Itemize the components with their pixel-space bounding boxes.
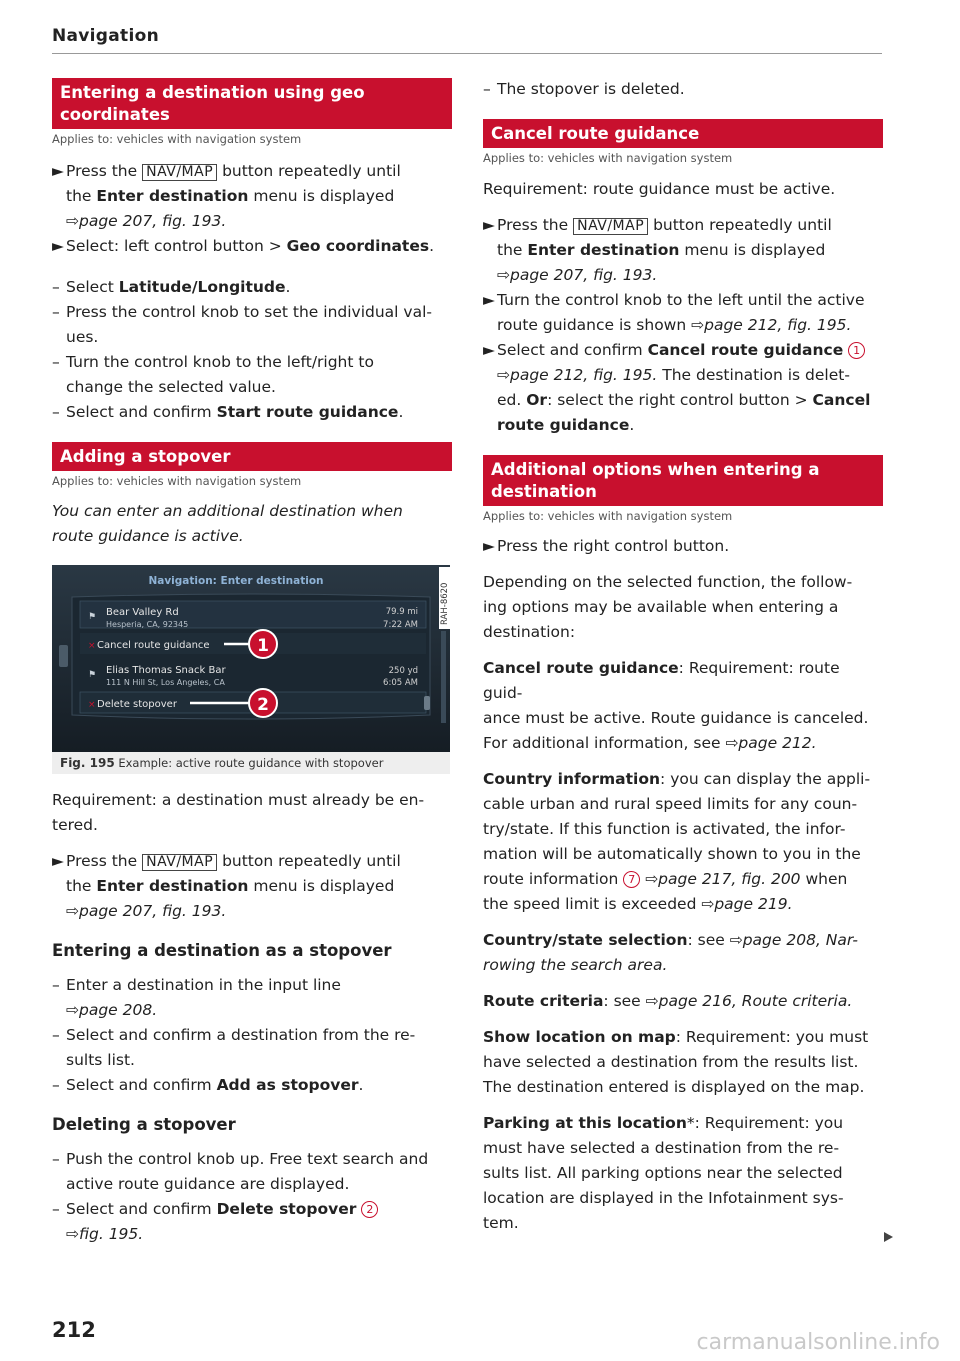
dash-item: – Turn the control knob to the left/right to [52, 353, 374, 371]
dash-item: – The stopover is deleted. [483, 80, 685, 98]
flag-icon: ⚑ [88, 670, 97, 680]
callout-1: 1 [257, 636, 269, 656]
step-item: ► Press the NAV/MAP button repeatedly until [52, 852, 401, 870]
page-reference: ⇨page 207, fig. 193. [66, 902, 227, 920]
body-text: ance must be active. Route guidance is canceled. [483, 709, 869, 727]
step-item-cont: route guidance is shown ⇨page 212, fig. 195. [497, 316, 852, 334]
dash-item: – Select and confirm Delete stopover 2 [52, 1197, 452, 1222]
cancel-x-icon: × [88, 641, 96, 651]
option-route-criteria: Route criteria: see ⇨page 216, Route criteria. [483, 992, 853, 1010]
infotainment-screen-illustration [52, 565, 450, 752]
section-heading-adding-stopover: Adding a stopover [52, 442, 452, 471]
applies-to-note: Applies to: vehicles with navigation system [483, 151, 733, 165]
page-reference: ⇨page 207, fig. 193. [497, 266, 658, 284]
body-text: tem. [483, 1214, 519, 1232]
body-text: cable urban and rural speed limits for any coun- [483, 795, 858, 813]
body-text: Depending on the selected function, the follow- [483, 573, 853, 591]
row3-name: Elias Thomas Snack Bar [106, 665, 226, 676]
step-item-cont: ed. Or: select the right control button > Cancel [497, 391, 871, 409]
body-text: must have selected a destination from the re- [483, 1139, 840, 1157]
body-text: For additional information, see ⇨page 212. [483, 734, 817, 752]
dash-item-cont: ues. [66, 328, 99, 346]
nav-map-key: NAV/MAP [142, 164, 217, 181]
delete-x-icon: × [88, 700, 96, 710]
nav-map-key: NAV/MAP [573, 218, 648, 235]
page-reference: rowing the search area. [483, 956, 668, 974]
row3-address: 111 N Hill St, Los Angeles, CA [106, 678, 225, 687]
option-parking: Parking at this location*: Requirement: you [483, 1114, 844, 1132]
section-heading-additional-options: Additional options when entering a destination [483, 455, 883, 506]
dash-item: – Enter a destination in the input line [52, 976, 341, 994]
requirement-text: Requirement: a destination must already be en- [52, 791, 425, 809]
figure-code: RAH-8620 [440, 582, 450, 625]
intro-text: route guidance is active. [52, 527, 244, 545]
body-text: try/state. If this function is activated, the infor- [483, 820, 846, 838]
step-item: ► Select: left control button > Geo coordinates. [52, 237, 435, 255]
row3-time: 6:05 AM [383, 678, 418, 688]
dash-item-cont: change the selected value. [66, 378, 276, 396]
page-reference: ⇨page 207, fig. 193. [66, 212, 227, 230]
body-text: destination: [483, 623, 576, 641]
requirement-text: Requirement: route guidance must be active. [483, 180, 836, 198]
step-item-cont: the Enter destination menu is displayed [497, 241, 826, 259]
row2-cancel-route: Cancel route guidance [97, 640, 210, 651]
step-item-cont: the Enter destination menu is displayed [66, 877, 395, 895]
option-cancel-route: Cancel route guidance: Requirement: route guid- [483, 659, 840, 702]
subheading-stopover-entry: Entering a destination as a stopover [52, 941, 392, 960]
callout-ref-7: 7 [623, 871, 640, 888]
row3-distance: 250 yd [388, 666, 418, 676]
continue-arrow-icon [884, 1232, 893, 1242]
subheading-deleting-stopover: Deleting a stopover [52, 1115, 236, 1134]
dash-item: – Select and confirm Start route guidance. [52, 403, 404, 421]
body-text: The destination entered is displayed on the map. [483, 1078, 865, 1096]
dash-item-cont: sults list. [66, 1051, 135, 1069]
right-column [483, 0, 883, 1236]
step-item-cont: the Enter destination menu is displayed [66, 187, 395, 205]
step-item: ► Select and confirm Cancel route guidance 1 [483, 338, 883, 363]
step-item-cont: ⇨page 212, fig. 195. The destination is delet- [497, 366, 850, 384]
body-text: the speed limit is exceeded ⇨page 219. [483, 895, 793, 913]
applies-to-note: Applies to: vehicles with navigation system [52, 474, 302, 488]
step-item: ► Press the right control button. [483, 537, 730, 555]
body-text: ing options may be available when entering a [483, 598, 839, 616]
dash-item: – Press the control knob to set the individual val- [52, 303, 432, 321]
row1-name: Bear Valley Rd [106, 607, 179, 618]
dash-item: – Select and confirm a destination from the re- [52, 1026, 416, 1044]
page-reference: ⇨page 208. [66, 1001, 158, 1019]
step-item: ► Turn the control knob to the left until the active [483, 291, 865, 309]
row1-distance: 79.9 mi [385, 607, 418, 617]
dash-item: – Select and confirm Add as stopover. [52, 1076, 364, 1094]
dash-item: – Push the control knob up. Free text search and [52, 1150, 429, 1168]
figure-reference: ⇨fig. 195. [66, 1225, 144, 1243]
dash-item: – Select Latitude/Longitude. [52, 278, 291, 296]
nav-map-key: NAV/MAP [142, 854, 217, 871]
option-country-state: Country/state selection: see ⇨page 208, Nar- [483, 931, 858, 949]
step-item: ► Press the NAV/MAP button repeatedly until [52, 162, 401, 180]
callout-2: 2 [257, 695, 269, 715]
step-item-cont: route guidance. [497, 416, 635, 434]
row1-address: Hesperia, CA, 92345 [106, 620, 189, 629]
option-country-info: Country information: you can display the appli- [483, 770, 871, 788]
body-text: route information 7 ⇨page 217, fig. 200 when [483, 870, 848, 888]
page-number: 212 [52, 1318, 96, 1342]
callout-ref-1: 1 [848, 342, 865, 359]
applies-to-note: Applies to: vehicles with navigation system [52, 132, 302, 146]
screen-title: Navigation: Enter destination [148, 575, 324, 587]
option-show-location: Show location on map: Requirement: you must [483, 1028, 869, 1046]
row4-delete-stopover: Delete stopover [97, 699, 177, 710]
section-heading-geo-coordinates: Entering a destination using geo coordinates [52, 78, 452, 129]
figure-caption: Fig. 195 Example: active route guidance with stopover [52, 752, 450, 774]
body-text: have selected a destination from the results list. [483, 1053, 859, 1071]
dash-item-cont: active route guidance are displayed. [66, 1175, 350, 1193]
intro-text: You can enter an additional destination when [52, 502, 403, 520]
watermark: carmanualsonline.info [696, 1330, 940, 1355]
step-item: ► Press the NAV/MAP button repeatedly until [483, 216, 832, 234]
callout-ref-2: 2 [361, 1201, 378, 1218]
left-column [52, 0, 452, 1247]
figure-screen [52, 565, 450, 752]
body-text: sults list. All parking options near the selected [483, 1164, 843, 1182]
requirement-text: tered. [52, 816, 98, 834]
section-heading-cancel-route: Cancel route guidance [483, 119, 883, 148]
body-text: location are displayed in the Infotainment sys- [483, 1189, 844, 1207]
flag-icon: ⚑ [88, 612, 97, 622]
applies-to-note: Applies to: vehicles with navigation system [483, 509, 733, 523]
running-header: Navigation [52, 26, 159, 46]
body-text: mation will be automatically shown to you in the [483, 845, 861, 863]
row1-time: 7:22 AM [383, 620, 418, 630]
